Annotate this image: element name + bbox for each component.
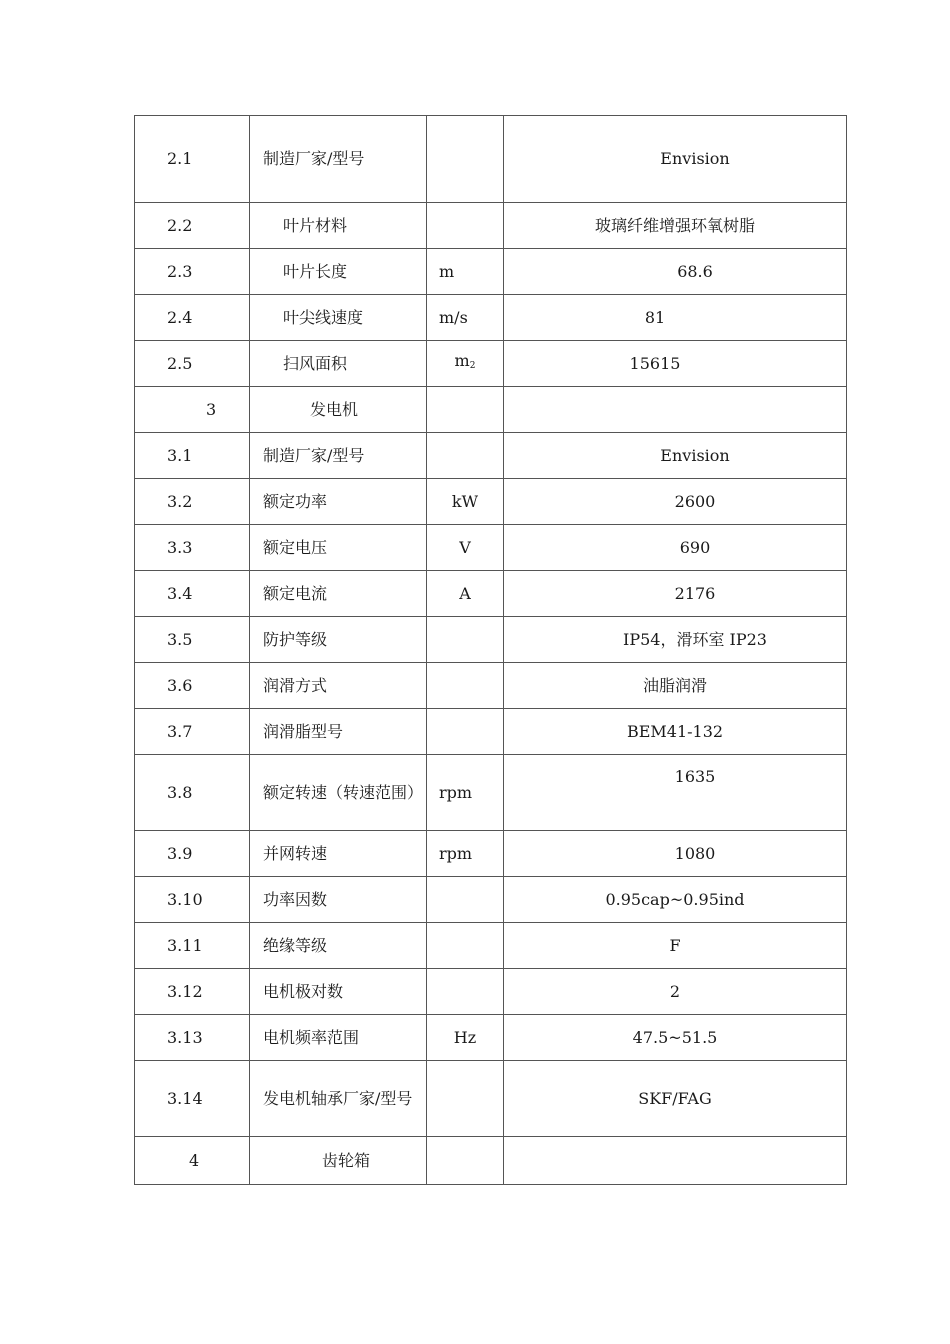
table-row [135, 1137, 847, 1185]
row-number: 3.12 [135, 969, 250, 1015]
table-row [135, 571, 847, 617]
row-value: BEM41-132 [504, 709, 847, 755]
row-number: 3.4 [135, 571, 250, 617]
table-row [135, 755, 847, 831]
table-row [135, 1061, 847, 1137]
row-unit [427, 663, 504, 709]
row-value: 47.5~51.5 [504, 1015, 847, 1061]
table-row [135, 1015, 847, 1061]
row-unit: m [427, 249, 504, 295]
row-value: 690 [504, 525, 847, 571]
row-value: 81 [504, 295, 847, 341]
row-name: 额定转速（转速范围） [250, 755, 427, 831]
row-name: 防护等级 [250, 617, 427, 663]
row-name: 发电机轴承厂家/型号 [250, 1061, 427, 1137]
row-unit [427, 709, 504, 755]
row-value: 15615 [504, 341, 847, 387]
table-row [135, 617, 847, 663]
row-name: 制造厂家/型号 [250, 433, 427, 479]
row-unit [427, 203, 504, 249]
row-number: 3.6 [135, 663, 250, 709]
row-value: 1635 [504, 755, 847, 831]
table-row [135, 877, 847, 923]
row-unit: kW [427, 479, 504, 525]
row-unit: V [427, 525, 504, 571]
row-name: 额定功率 [250, 479, 427, 525]
row-number: 3.10 [135, 877, 250, 923]
row-name: 叶尖线速度 [250, 295, 427, 341]
table-row [135, 709, 847, 755]
row-unit: Hz [427, 1015, 504, 1061]
row-unit [427, 341, 504, 387]
row-number: 3.8 [135, 755, 250, 831]
row-number: 3.5 [135, 617, 250, 663]
row-name: 额定电压 [250, 525, 427, 571]
row-unit: rpm [427, 755, 504, 831]
row-value: 2600 [504, 479, 847, 525]
table-row [135, 249, 847, 295]
row-value: 1080 [504, 831, 847, 877]
row-name: 齿轮箱 [250, 1137, 427, 1185]
row-number: 2.3 [135, 249, 250, 295]
row-name: 电机极对数 [250, 969, 427, 1015]
row-name: 绝缘等级 [250, 923, 427, 969]
table-row [135, 525, 847, 571]
row-value: 2176 [504, 571, 847, 617]
table-row [135, 663, 847, 709]
row-unit: rpm [427, 831, 504, 877]
row-unit: A [427, 571, 504, 617]
table-row [135, 433, 847, 479]
table-row [135, 295, 847, 341]
row-number: 3.2 [135, 479, 250, 525]
row-name: 扫风面积 [250, 341, 427, 387]
table-row [135, 479, 847, 525]
row-number: 3.7 [135, 709, 250, 755]
unit-base: m [454, 351, 470, 370]
row-number: 2.5 [135, 341, 250, 387]
table-row [135, 203, 847, 249]
row-name: 润滑脂型号 [250, 709, 427, 755]
row-unit [427, 433, 504, 479]
row-name: 功率因数 [250, 877, 427, 923]
row-name: 叶片材料 [250, 203, 427, 249]
row-value: 68.6 [504, 249, 847, 295]
table-row [135, 831, 847, 877]
row-value: F [504, 923, 847, 969]
spec-table [134, 115, 847, 1185]
row-name: 电机频率范围 [250, 1015, 427, 1061]
row-unit [427, 116, 504, 203]
row-number: 3.11 [135, 923, 250, 969]
row-number: 2.1 [135, 116, 250, 203]
row-name: 额定电流 [250, 571, 427, 617]
row-value [504, 1137, 847, 1185]
row-value: Envision [504, 433, 847, 479]
table-row [135, 387, 847, 433]
row-name: 润滑方式 [250, 663, 427, 709]
row-value: 油脂润滑 [504, 663, 847, 709]
row-unit [427, 923, 504, 969]
row-unit [427, 617, 504, 663]
table-row [135, 969, 847, 1015]
row-unit [427, 1137, 504, 1185]
row-number: 2.4 [135, 295, 250, 341]
row-name: 制造厂家/型号 [250, 116, 427, 203]
unit-superscript: 2 [469, 361, 476, 371]
row-number: 3.13 [135, 1015, 250, 1061]
row-name: 并网转速 [250, 831, 427, 877]
row-number: 2.2 [135, 203, 250, 249]
table-row [135, 923, 847, 969]
row-value: 玻璃纤维增强环氧树脂 [504, 203, 847, 249]
row-name: 发电机 [250, 387, 427, 433]
row-unit [427, 1061, 504, 1137]
row-number: 3.1 [135, 433, 250, 479]
row-unit: m/s [427, 295, 504, 341]
table-row [135, 116, 847, 203]
row-number: 3.14 [135, 1061, 250, 1137]
row-unit [427, 877, 504, 923]
row-value: Envision [504, 116, 847, 203]
row-name: 叶片长度 [250, 249, 427, 295]
row-value: 2 [504, 969, 847, 1015]
row-number: 3.3 [135, 525, 250, 571]
row-unit [427, 969, 504, 1015]
row-number: 3.9 [135, 831, 250, 877]
row-value [504, 387, 847, 433]
table-row [135, 341, 847, 387]
row-number: 3 [135, 387, 250, 433]
row-value: IP54，滑环室 IP23 [504, 617, 847, 663]
row-value: SKF/FAG [504, 1061, 847, 1137]
row-number: 4 [135, 1137, 250, 1185]
row-value: 0.95cap~0.95ind [504, 877, 847, 923]
row-unit [427, 387, 504, 433]
